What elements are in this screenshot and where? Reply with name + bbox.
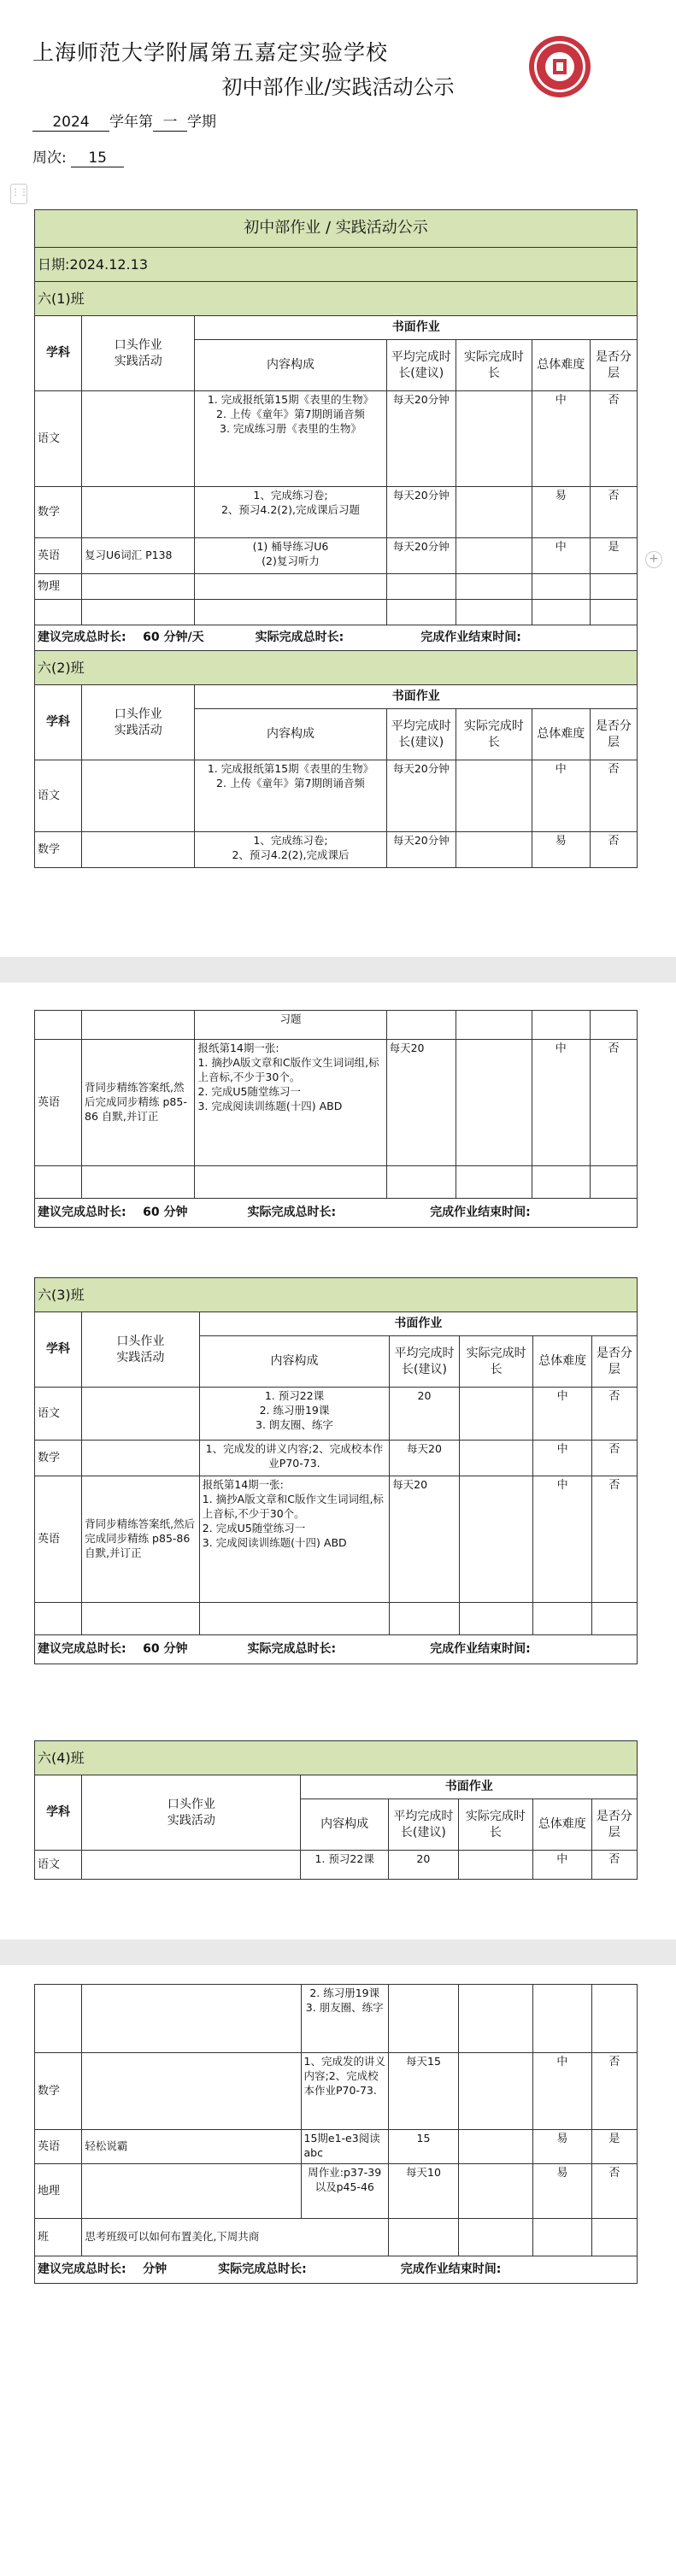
col-oral: 口头作业 实践活动 xyxy=(82,316,195,391)
table-row: 数学 1、完成发的讲义内容;2、完成校本作业P70-73. 每天20 中 否 xyxy=(35,1441,638,1476)
class-name: 六(2)班 xyxy=(35,651,638,685)
class-name: 六(3)班 xyxy=(35,1278,638,1312)
table-move-handle[interactable]: ⋮⋮ xyxy=(10,184,27,204)
table-row: 数学 1、完成练习卷; 2、预习4.2(2),完成课后习题 每天20分钟 易 否 xyxy=(35,487,638,538)
add-column-icon[interactable]: + xyxy=(645,551,662,568)
col-difficulty: 总体难度 xyxy=(532,340,590,391)
school-seal-logo xyxy=(527,34,592,99)
table-row: 语文 1. 完成报纸第15期《表里的生物》 2. 上传《童年》第7期朗诵音频 3. 完成练习册《表里的生物》 每天20分钟 中 否 xyxy=(35,391,638,487)
table-title: 初中部作业 / 实践活动公示 xyxy=(35,210,638,248)
col-avg: 平均完成时长(建议) xyxy=(386,340,456,391)
table-row: 地理 周作业:p37-39 以及p45-46 每天10 易 否 xyxy=(35,2164,638,2219)
summary-row: 建议完成总时长: 分钟 实际完成总时长: 完成作业结束时间: xyxy=(35,2256,638,2284)
document-header xyxy=(0,0,676,184)
week-line: 周次: 15 xyxy=(32,145,124,167)
table-row: 英语 背同步精练答案纸,然后完成同步精练 p85-86 自默,并订正 报纸第14期一张: 1. 摘抄A版文章和C版作文生词词组,标上音标,不少于30个。 2. 完成U5随堂练习一 3. 完成阅读训练题(十四) ABD 每天20 中 否 xyxy=(35,1476,638,1603)
summary-row: 建议完成总时长: 60 分钟/天 实际完成总时长: 完成作业结束时间: xyxy=(35,625,638,651)
semester-field[interactable]: 一 xyxy=(153,109,187,132)
week-field[interactable]: 15 xyxy=(71,150,124,167)
school-name: 上海师范大学附属第五嘉定实验学校 xyxy=(32,40,389,65)
col-subject: 学科 xyxy=(35,316,82,391)
page-2 xyxy=(0,983,676,1939)
class-table-4-cont xyxy=(34,1984,638,2284)
class-name: 六(4)班 xyxy=(35,1741,638,1775)
class-table-4: 六(4)班 学科 口头作业 实践活动 书面作业 内容构成 平均完成时长(建议) 实际完成时长 总体难度 是否分层 语文 1. 预习22课 20 中 否 xyxy=(34,1740,638,1880)
table-row-empty xyxy=(35,600,638,625)
table-row: 数学 1、完成练习卷; 2、预习4.2(2),完成课后 每天20分钟 易 否 xyxy=(35,832,638,868)
table-row: 英语 轻松说霸 15期e1-e3阅读abc 15 易 是 xyxy=(35,2130,638,2164)
table-row: 数学 1、完成发的讲义内容;2、完成校本作业P70-73. 每天15 中 否 xyxy=(35,2053,638,2130)
col-content: 内容构成 xyxy=(195,340,386,391)
class-table-3: 六(3)班 学科 口头作业 实践活动 书面作业 内容构成 平均完成时长(建议) 实际完成时长 总体难度 是否分层 语文 1. 预习22课 2. 练习册19课 3. 朗友圈、练字 20 中 否 数学 1、完成发的讲义内容;2、完成校本作业P70-73. 每天20 中 否 英语 背同步精练答案纸,然后完成同步精练 p85-86 自默,并订正 报纸第14期一张: 1. 摘抄A版文章和C版作文生词词组,标上音标,不少于30个。 2. 完成U5随堂练习一 3. 完成阅读训练题(十四) ABD 每天20 中 否 建议完成总时长: 60 分钟 实际完成总时长: 完成作业结束时间: xyxy=(34,1277,638,1664)
table-row: 英语 复习U6词汇 P138 (1) 桶导练习U6 (2)复习听力 每天20分钟 中 是 xyxy=(35,538,638,574)
table-row: 物理 xyxy=(35,574,638,600)
table-row-empty xyxy=(35,1166,638,1199)
summary-row: 建议完成总时长: 60 分钟 实际完成总时长: 完成作业结束时间: xyxy=(35,1199,638,1228)
page-3 xyxy=(0,1965,676,2576)
date-label: 日期:2024.12.13 xyxy=(35,248,638,282)
table-row: 班 思考班级可以如何布置美化,下周共商 xyxy=(35,2219,638,2256)
table-row: 习题 xyxy=(35,1011,638,1040)
table-row: 英语 背同步精练答案纸,然后完成同步精练 p85-86 自默,并订正 报纸第14期一张: 1. 摘抄A版文章和C版作文生词词组,标上音标,不少于30个。 2. 完成U5随堂练习一 3. 完成阅读训练题(十四) ABD 每天20 中 否 xyxy=(35,1040,638,1166)
col-actual: 实际完成时长 xyxy=(456,340,532,391)
class-name: 六(1)班 xyxy=(35,282,638,316)
table-row: 2. 练习册19课 3. 朋友圈、练字 xyxy=(35,1985,638,2053)
col-layered: 是否分层 xyxy=(590,340,637,391)
document-title: 初中部作业/实践活动公示 xyxy=(221,75,455,99)
table-row: 语文 1. 预习22课 2. 练习册19课 3. 朗友圈、练字 20 中 否 xyxy=(35,1388,638,1441)
class-table-1: 初中部作业 / 实践活动公示 日期:2024.12.13 六(1)班 学科 口头作业 实践活动 书面作业 内容构成 平均完成时长(建议) 实际完成时长 总体难度 是否分层 语文 1. 完成报纸第15期《表里的生物》 2. 上传《童年》第7期朗诵音频 3. 完成练习册《表里的生物》 每天20分钟 中 否 数学 1、完成练习卷; 2、预习4.2(2),完成课后习题 每天20分钟 易 否 英语 复习U6词汇 P138 (1) 桶导练习U6 (2)复习听力 每天20分钟 中 是 物理 建议完成总时长: 60 分钟/天 实际完成总时长: 完成作业结束时间: 六(2)班 学科 口头作业 实践活动 书面作业 内容构成 平均完成时长(建议) 实际完成时长 总体难度 是否分层 语文 1. 完成报纸第15期《表里的生物》 2. 上传《童年》第7期朗诵音频 每天20分钟 中 否 数学 1、完成练习卷; 2、预习4.2(2),完成课后 每天20分钟 易 否 xyxy=(34,209,638,868)
page-1 xyxy=(0,0,676,957)
year-field[interactable]: 2024 xyxy=(32,114,109,132)
summary-row: 建议完成总时长: 60 分钟 实际完成总时长: 完成作业结束时间: xyxy=(35,1635,638,1664)
semester-line: 2024 学年第 一 学期 xyxy=(32,109,216,132)
class-table-2-cont xyxy=(34,1010,638,1228)
table-row: 语文 1. 预习22课 20 中 否 xyxy=(35,1851,638,1880)
table-row: 语文 1. 完成报纸第15期《表里的生物》 2. 上传《童年》第7期朗诵音频 每天20分钟 中 否 xyxy=(35,760,638,832)
table-row-empty xyxy=(35,1603,638,1635)
col-written: 书面作业 xyxy=(195,316,638,340)
